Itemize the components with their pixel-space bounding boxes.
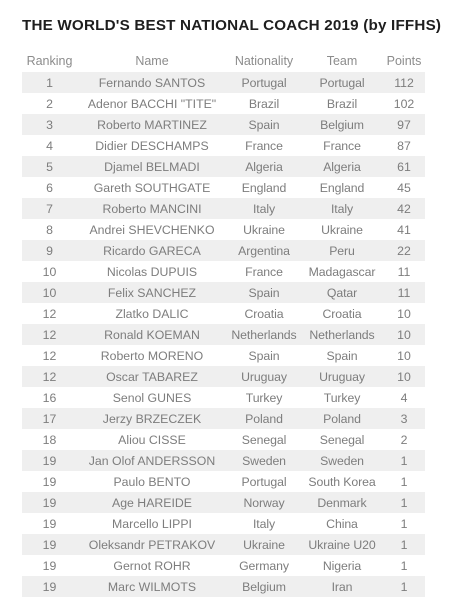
cell-points: 41 bbox=[383, 219, 425, 240]
cell-points: 10 bbox=[383, 366, 425, 387]
cell-points: 11 bbox=[383, 282, 425, 303]
cell-team: Italy bbox=[301, 198, 383, 219]
cell-name: Age HAREIDE bbox=[77, 492, 227, 513]
cell-name: Paulo BENTO bbox=[77, 471, 227, 492]
cell-team: Spain bbox=[301, 345, 383, 366]
cell-name: Senol GUNES bbox=[77, 387, 227, 408]
cell-points: 1 bbox=[383, 534, 425, 555]
cell-nationality: Norway bbox=[227, 492, 301, 513]
cell-team: Algeria bbox=[301, 156, 383, 177]
cell-ranking: 19 bbox=[22, 513, 77, 534]
cell-nationality: Poland bbox=[227, 408, 301, 429]
cell-points: 1 bbox=[383, 450, 425, 471]
table-header-row bbox=[22, 50, 425, 72]
cell-ranking: 5 bbox=[22, 156, 77, 177]
cell-points: 61 bbox=[383, 156, 425, 177]
table-row bbox=[22, 387, 425, 408]
cell-team: Turkey bbox=[301, 387, 383, 408]
table-body bbox=[22, 72, 425, 597]
cell-name: Roberto MANCINI bbox=[77, 198, 227, 219]
cell-name: Roberto MORENO bbox=[77, 345, 227, 366]
header-team: Team bbox=[301, 50, 383, 72]
header-ranking: Ranking bbox=[22, 50, 77, 72]
cell-team: Belgium bbox=[301, 114, 383, 135]
cell-nationality: Spain bbox=[227, 114, 301, 135]
table-row bbox=[22, 135, 425, 156]
table-row bbox=[22, 555, 425, 576]
table-row bbox=[22, 492, 425, 513]
cell-ranking: 18 bbox=[22, 429, 77, 450]
cell-name: Aliou CISSE bbox=[77, 429, 227, 450]
cell-name: Oleksandr PETRAKOV bbox=[77, 534, 227, 555]
cell-ranking: 12 bbox=[22, 303, 77, 324]
cell-team: Qatar bbox=[301, 282, 383, 303]
table-row bbox=[22, 534, 425, 555]
cell-points: 1 bbox=[383, 492, 425, 513]
cell-nationality: Italy bbox=[227, 198, 301, 219]
cell-ranking: 10 bbox=[22, 282, 77, 303]
coach-ranking-table bbox=[22, 50, 425, 597]
cell-nationality: Spain bbox=[227, 345, 301, 366]
table-row bbox=[22, 450, 425, 471]
cell-ranking: 12 bbox=[22, 366, 77, 387]
cell-name: Ronald KOEMAN bbox=[77, 324, 227, 345]
cell-nationality: France bbox=[227, 135, 301, 156]
cell-nationality: Netherlands bbox=[227, 324, 301, 345]
cell-ranking: 19 bbox=[22, 492, 77, 513]
cell-team: France bbox=[301, 135, 383, 156]
cell-points: 112 bbox=[383, 72, 425, 93]
cell-nationality: Germany bbox=[227, 555, 301, 576]
cell-points: 22 bbox=[383, 240, 425, 261]
table-row bbox=[22, 282, 425, 303]
cell-name: Felix SANCHEZ bbox=[77, 282, 227, 303]
cell-team: Poland bbox=[301, 408, 383, 429]
cell-points: 1 bbox=[383, 471, 425, 492]
cell-nationality: Portugal bbox=[227, 72, 301, 93]
cell-name: Gernot ROHR bbox=[77, 555, 227, 576]
cell-nationality: England bbox=[227, 177, 301, 198]
cell-team: Peru bbox=[301, 240, 383, 261]
cell-team: Madagascar bbox=[301, 261, 383, 282]
cell-name: Jan Olof ANDERSSON bbox=[77, 450, 227, 471]
table-row bbox=[22, 513, 425, 534]
cell-points: 1 bbox=[383, 576, 425, 597]
cell-nationality: Italy bbox=[227, 513, 301, 534]
cell-team: Ukraine U20 bbox=[301, 534, 383, 555]
cell-name: Fernando SANTOS bbox=[77, 72, 227, 93]
cell-team: Portugal bbox=[301, 72, 383, 93]
cell-ranking: 9 bbox=[22, 240, 77, 261]
table-row bbox=[22, 408, 425, 429]
cell-ranking: 19 bbox=[22, 555, 77, 576]
cell-points: 1 bbox=[383, 513, 425, 534]
table-row bbox=[22, 72, 425, 93]
cell-ranking: 19 bbox=[22, 576, 77, 597]
table-row bbox=[22, 429, 425, 450]
table-row bbox=[22, 93, 425, 114]
cell-nationality: Belgium bbox=[227, 576, 301, 597]
cell-nationality: Ukraine bbox=[227, 219, 301, 240]
cell-ranking: 8 bbox=[22, 219, 77, 240]
cell-name: Zlatko DALIC bbox=[77, 303, 227, 324]
cell-nationality: Turkey bbox=[227, 387, 301, 408]
table-row bbox=[22, 261, 425, 282]
cell-team: Sweden bbox=[301, 450, 383, 471]
table-row bbox=[22, 303, 425, 324]
cell-points: 4 bbox=[383, 387, 425, 408]
cell-ranking: 12 bbox=[22, 345, 77, 366]
cell-team: England bbox=[301, 177, 383, 198]
page-title: THE WORLD'S BEST NATIONAL COACH 2019 (by IFFHS) bbox=[22, 17, 442, 34]
cell-points: 45 bbox=[383, 177, 425, 198]
cell-nationality: Argentina bbox=[227, 240, 301, 261]
cell-team: Netherlands bbox=[301, 324, 383, 345]
cell-name: Jerzy BRZECZEK bbox=[77, 408, 227, 429]
cell-ranking: 17 bbox=[22, 408, 77, 429]
cell-points: 10 bbox=[383, 324, 425, 345]
cell-points: 10 bbox=[383, 345, 425, 366]
header-name: Name bbox=[77, 50, 227, 72]
cell-nationality: Uruguay bbox=[227, 366, 301, 387]
cell-points: 10 bbox=[383, 303, 425, 324]
cell-name: Ricardo GARECA bbox=[77, 240, 227, 261]
table-row bbox=[22, 177, 425, 198]
cell-nationality: Ukraine bbox=[227, 534, 301, 555]
cell-team: Denmark bbox=[301, 492, 383, 513]
cell-ranking: 19 bbox=[22, 534, 77, 555]
cell-name: Marcello LIPPI bbox=[77, 513, 227, 534]
header-nationality: Nationality bbox=[227, 50, 301, 72]
cell-nationality: Sweden bbox=[227, 450, 301, 471]
cell-nationality: Senegal bbox=[227, 429, 301, 450]
cell-ranking: 6 bbox=[22, 177, 77, 198]
cell-team: Iran bbox=[301, 576, 383, 597]
cell-points: 102 bbox=[383, 93, 425, 114]
cell-name: Gareth SOUTHGATE bbox=[77, 177, 227, 198]
cell-name: Adenor BACCHI "TITE" bbox=[77, 93, 227, 114]
table-row bbox=[22, 219, 425, 240]
cell-team: South Korea bbox=[301, 471, 383, 492]
cell-ranking: 10 bbox=[22, 261, 77, 282]
cell-name: Nicolas DUPUIS bbox=[77, 261, 227, 282]
cell-name: Djamel BELMADI bbox=[77, 156, 227, 177]
table-row bbox=[22, 198, 425, 219]
cell-points: 97 bbox=[383, 114, 425, 135]
header-points: Points bbox=[383, 50, 425, 72]
cell-name: Didier DESCHAMPS bbox=[77, 135, 227, 156]
cell-name: Roberto MARTINEZ bbox=[77, 114, 227, 135]
cell-ranking: 7 bbox=[22, 198, 77, 219]
table-row bbox=[22, 345, 425, 366]
cell-team: Brazil bbox=[301, 93, 383, 114]
cell-nationality: Croatia bbox=[227, 303, 301, 324]
cell-team: Ukraine bbox=[301, 219, 383, 240]
cell-points: 87 bbox=[383, 135, 425, 156]
table-row bbox=[22, 471, 425, 492]
cell-points: 42 bbox=[383, 198, 425, 219]
cell-points: 11 bbox=[383, 261, 425, 282]
cell-ranking: 16 bbox=[22, 387, 77, 408]
cell-ranking: 12 bbox=[22, 324, 77, 345]
table-row bbox=[22, 324, 425, 345]
table-row bbox=[22, 576, 425, 597]
cell-nationality: Spain bbox=[227, 282, 301, 303]
table-row bbox=[22, 156, 425, 177]
cell-ranking: 2 bbox=[22, 93, 77, 114]
cell-team: Uruguay bbox=[301, 366, 383, 387]
table-row bbox=[22, 114, 425, 135]
cell-nationality: Algeria bbox=[227, 156, 301, 177]
cell-points: 3 bbox=[383, 408, 425, 429]
cell-name: Andrei SHEVCHENKO bbox=[77, 219, 227, 240]
cell-nationality: Portugal bbox=[227, 471, 301, 492]
cell-team: Senegal bbox=[301, 429, 383, 450]
cell-points: 2 bbox=[383, 429, 425, 450]
cell-name: Marc WILMOTS bbox=[77, 576, 227, 597]
cell-team: Nigeria bbox=[301, 555, 383, 576]
cell-ranking: 4 bbox=[22, 135, 77, 156]
cell-name: Oscar TABAREZ bbox=[77, 366, 227, 387]
cell-ranking: 1 bbox=[22, 72, 77, 93]
cell-ranking: 3 bbox=[22, 114, 77, 135]
table-row bbox=[22, 366, 425, 387]
cell-points: 1 bbox=[383, 555, 425, 576]
cell-nationality: France bbox=[227, 261, 301, 282]
cell-team: China bbox=[301, 513, 383, 534]
cell-nationality: Brazil bbox=[227, 93, 301, 114]
cell-team: Croatia bbox=[301, 303, 383, 324]
cell-ranking: 19 bbox=[22, 471, 77, 492]
cell-ranking: 19 bbox=[22, 450, 77, 471]
table-row bbox=[22, 240, 425, 261]
